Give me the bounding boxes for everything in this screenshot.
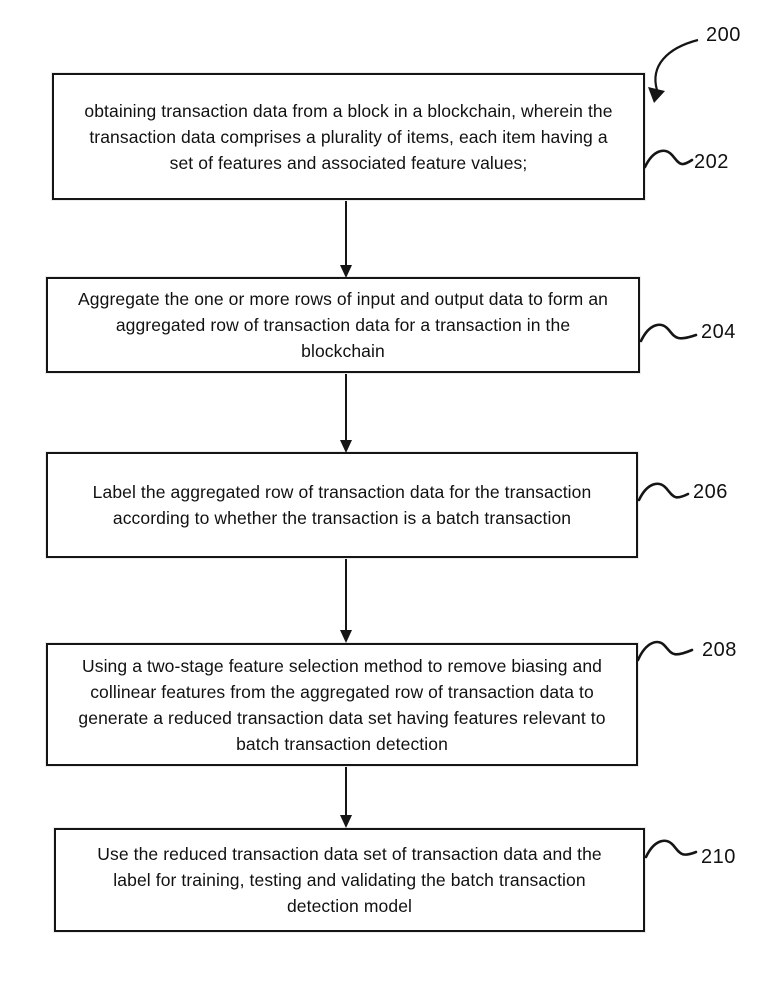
ref-squiggle-208 bbox=[638, 642, 692, 660]
flow-step-text-202: obtaining transaction data from a block in a blockchain, wherein the transaction data comprises a plurality of items, each item having a set of features and associated feature values; bbox=[84, 100, 613, 173]
flow-step-text-210: Use the reduced transaction data set of transaction data and the label for training, testing and validating the batch transaction detection model bbox=[97, 844, 602, 916]
ref-squiggle-206 bbox=[639, 484, 688, 500]
figure-pointer-arrow bbox=[648, 40, 698, 103]
ref-squiggle-202 bbox=[645, 151, 692, 167]
step-ref-202: 202 bbox=[694, 151, 729, 173]
step-ref-204: 204 bbox=[701, 321, 736, 343]
connector-arrow-3 bbox=[340, 559, 352, 643]
ref-squiggle-210 bbox=[646, 841, 696, 857]
flow-step-box-208 bbox=[46, 643, 638, 766]
flow-step-box-210 bbox=[54, 828, 645, 932]
step-ref-210: 210 bbox=[701, 846, 736, 868]
step-ref-206: 206 bbox=[693, 481, 728, 503]
step-ref-208: 208 bbox=[702, 639, 737, 661]
flow-step-text-204: Aggregate the one or more rows of input and output data to form an aggregated row of transaction data for a transaction in the blockchain bbox=[78, 289, 608, 361]
connector-arrow-1 bbox=[340, 201, 352, 278]
connector-arrow-2 bbox=[340, 374, 352, 453]
flow-step-box-204 bbox=[46, 277, 640, 373]
flow-step-text-206: Label the aggregated row of transaction data for the transaction according to whether the transaction is a batch transaction bbox=[92, 482, 592, 528]
figure-ref-200: 200 bbox=[706, 24, 741, 46]
flow-step-text-208: Using a two-stage feature selection method to remove biasing and collinear features from the aggregated row of transaction data to generate a reduced transaction data set having features relevant to batch transaction detection bbox=[78, 655, 606, 754]
flow-step-box-202 bbox=[52, 73, 645, 200]
flow-step-box-206 bbox=[46, 452, 638, 558]
connector-arrow-4 bbox=[340, 767, 352, 828]
ref-squiggle-204 bbox=[641, 325, 696, 341]
